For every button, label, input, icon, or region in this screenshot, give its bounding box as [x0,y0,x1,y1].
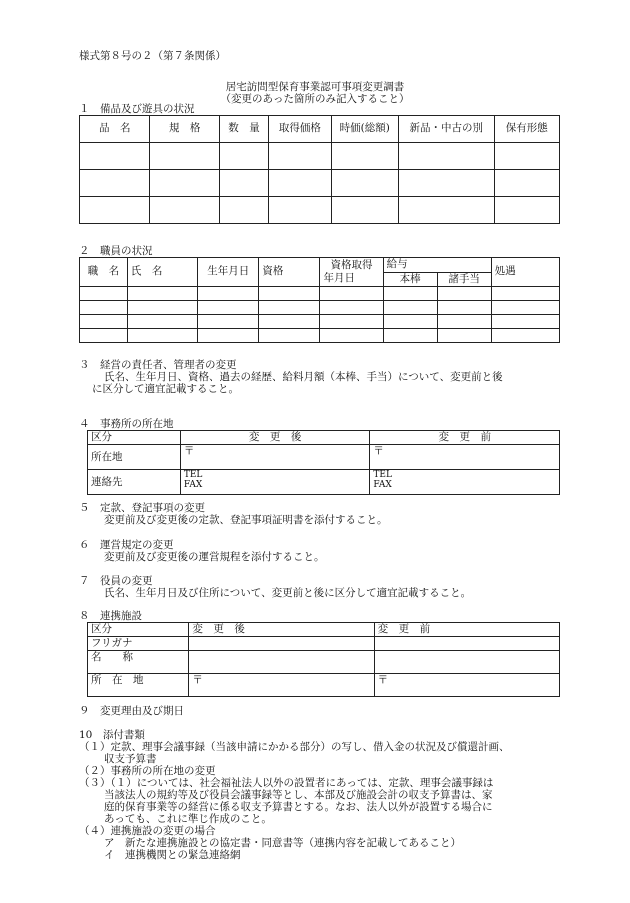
col-shutoku-kakaku: 取得価格 [269,116,331,143]
col-shinpin-chuko: 新品・中古の別 [398,116,494,143]
table-header-row [80,258,560,273]
section-6-line1: 変更前及び変更後の運営規程を添付すること。 [104,551,325,563]
section-3-line1: 氏名、生年月日、資格、過去の経歴、給料月額（本棒、手当）について、変更前と後 [104,371,503,383]
fax-label: FAX [183,480,203,491]
col-before: 変 更 前 [370,431,560,445]
attach-item-4-a: ア 新たな連携施設との協定書・同意書等（連携内容を記載してあること） [104,837,461,849]
table-row [80,287,560,301]
equipment-table [79,115,560,224]
col-acq-line1: 資格取得 [330,258,373,271]
section-6-heading: ６ 運営規定の変更 [79,539,174,551]
col-hoyu-keitai: 保有形態 [494,116,559,143]
form-number: 様式第８号の２（第７条関係） [79,50,226,62]
table-row [80,301,560,315]
fax-label: FAX [373,480,392,491]
col-after: 変 更 後 [189,623,374,637]
section-5-heading: ５ 定款、登記事項の変更 [79,502,205,514]
col-shikaku: 資格 [259,258,320,287]
page-title: 居宅訪問型保育事業認可事項変更調書 [225,81,405,93]
attach-item-3-line1: （３）（１）については、社会福祉法人以外の設置者にあっては、定款、理事会議事録は [79,777,494,789]
table-row [80,143,560,170]
section-5-line1: 変更前及び変更後の定款、登記事項証明書を添付すること。 [104,514,388,526]
address-after [180,445,370,470]
section-4-heading: ４ 事務所の所在地 [79,418,174,430]
attach-item-1-line2: 収支予算書 [104,753,157,765]
facility-name-label: 名 称 [88,651,189,674]
attach-item-4: （４）連携施設の変更の場合 [79,825,216,837]
contact-before [370,470,560,495]
row-contact-label: 連絡先 [88,470,181,495]
col-before: 変 更 前 [374,623,559,637]
table-row [80,315,560,329]
furigana-label: フリガナ [88,637,189,651]
col-birth: 生年月日 [198,258,259,287]
table-row [88,674,560,697]
tel-label: TEL [183,470,203,481]
col-jika: 時価(総額) [331,116,398,143]
attach-item-4-b: イ 連携機関との緊急連絡網 [104,849,241,861]
table-header-row [88,431,560,445]
col-teate: 諸手当 [437,272,491,287]
col-suryo: 数 量 [219,116,268,143]
col-shogu: 処遇 [491,258,559,287]
postal-mark: 〒 [192,674,203,687]
staff-table [79,257,560,343]
col-shimei: 氏 名 [127,258,197,287]
col-kikaku: 規 格 [150,116,219,143]
partner-facility-table [87,622,560,697]
table-row [88,637,560,651]
section-7-line1: 氏名、生年月日及び住所について、変更前と後に区分して適宜記載すること。 [104,587,472,599]
attach-item-2: （２）事務所の所在地の変更 [79,765,216,777]
attach-item-3-line4: あっても、これに準じ作成のこと。 [104,813,272,825]
section-3-heading: ３ 経営の責任者、管理者の変更 [79,359,237,371]
postal-mark: 〒 [183,445,195,458]
col-shokumei: 職 名 [80,258,128,287]
section-7-heading: ７ 役員の変更 [79,575,153,587]
table-row [88,651,560,674]
section-9-heading: ９ 変更理由及び期日 [79,705,184,717]
col-kubun: 区分 [88,431,181,445]
col-kyuyo: 給与 [383,258,491,273]
postal-mark: 〒 [373,445,384,458]
address-before [370,445,560,470]
facility-address-before [374,674,559,697]
page-subtitle: （変更のあった箇所のみ記入すること） [220,93,410,105]
facility-address-label: 所 在 地 [88,674,189,697]
table-row [80,197,560,224]
facility-address-after [189,674,374,697]
tel-label: TEL [373,470,392,481]
section-3-line2: に区分して適宜記載すること。 [92,383,239,395]
col-after: 変 更 後 [180,431,370,445]
col-honpo: 本棒 [383,272,437,287]
col-acq-line2: 年月日 [323,272,355,284]
row-address-label: 所在地 [88,445,181,470]
col-kubun: 区分 [88,623,189,637]
office-location-table [87,430,560,495]
table-row [80,170,560,197]
table-row [80,329,560,343]
section-8-heading: ８ 連携施設 [79,610,142,622]
table-row [88,470,560,495]
table-header-row [88,623,560,637]
col-hinmei: 品 名 [80,116,150,143]
postal-mark: 〒 [377,674,389,687]
table-header-row [80,116,560,143]
col-acq-date [320,258,383,287]
table-row [88,445,560,470]
attach-item-3-line2: 当該法人の規約等及び役員会議事録等とし、本部及び施設会計の収支予算書は、家 [104,789,493,801]
section-10-heading: 10 添付書類 [79,729,145,741]
attach-item-1-line1: （１）定款、理事会議事録（当該申請にかかる部分）の写し、借入金の状況及び償還計画、 [79,741,510,753]
section-1-heading: １ 備品及び遊具の状況 [79,103,195,115]
attach-item-3-line3: 庭的保育事業等の経営に係る収支予算書とする。なお、法人以外が設置する場合に [104,801,493,813]
contact-after [180,470,370,495]
section-2-heading: ２ 職員の状況 [79,245,153,257]
